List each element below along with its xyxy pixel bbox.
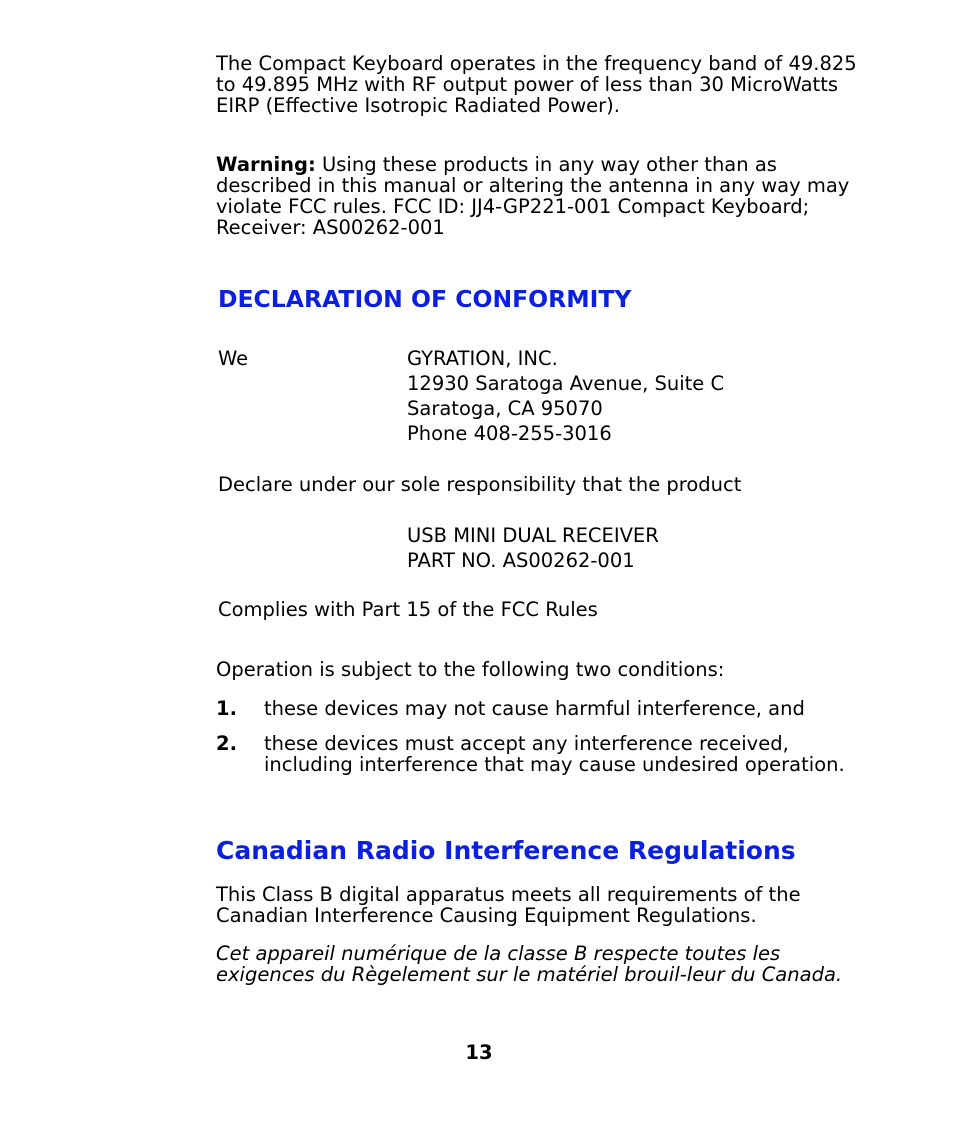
address-line-street: 12930 Saratoga Avenue, Suite C: [407, 372, 725, 395]
address-line-company: GYRATION, INC.: [407, 347, 558, 370]
page-number: 13: [465, 1041, 493, 1064]
declare-statement: Declare under our sole responsibility that the product: [218, 473, 742, 496]
canada-english-paragraph: This Class B digital apparatus meets all requirements of the Canadian Interference Causing Equipment Regulations.: [216, 883, 801, 927]
product-part-number: PART NO. AS00262-001: [407, 549, 635, 572]
canada-french-paragraph: Cet appareil numérique de la classe B respecte toutes les exigences du Règelement sur le matériel brouil-leur du Canada.: [216, 942, 843, 986]
condition-text: these devices must accept any interference received, including interference that may cause undesired operation.: [264, 732, 845, 776]
warning-paragraph: [216, 154, 866, 238]
warning-text: Using these products in any way other than as described in this manual or altering the antenna in any way may violate FCC rules. FCC ID: JJ4-GP221-001 Compact Keyboard; Receiver: AS00262-001: [216, 153, 850, 239]
product-block: [407, 523, 659, 573]
complies-statement: Complies with Part 15 of the FCC Rules: [218, 598, 598, 621]
condition-number: 2.: [216, 732, 237, 755]
operation-statement: Operation is subject to the following two conditions:: [216, 658, 725, 681]
product-name: USB MINI DUAL RECEIVER: [407, 524, 659, 547]
address-line-phone: Phone 408-255-3016: [407, 422, 612, 445]
intro-paragraph: The Compact Keyboard operates in the frequency band of 49.825 to 49.895 MHz with RF output power of less than 30 MicroWatts EIRP (Effective Isotropic Radiated Power).: [216, 52, 857, 117]
condition-item-2: [216, 733, 866, 799]
we-label: We: [218, 347, 249, 370]
condition-text: these devices may not cause harmful interference, and: [264, 697, 805, 720]
address-line-city: Saratoga, CA 95070: [407, 397, 603, 420]
company-address: [407, 346, 724, 446]
declaration-heading: DECLARATION OF CONFORMITY: [218, 285, 632, 313]
condition-number: 1.: [216, 697, 237, 720]
warning-label: Warning:: [216, 153, 316, 176]
condition-item-1: [216, 698, 866, 722]
canada-heading: Canadian Radio Interference Regulations: [216, 836, 796, 865]
